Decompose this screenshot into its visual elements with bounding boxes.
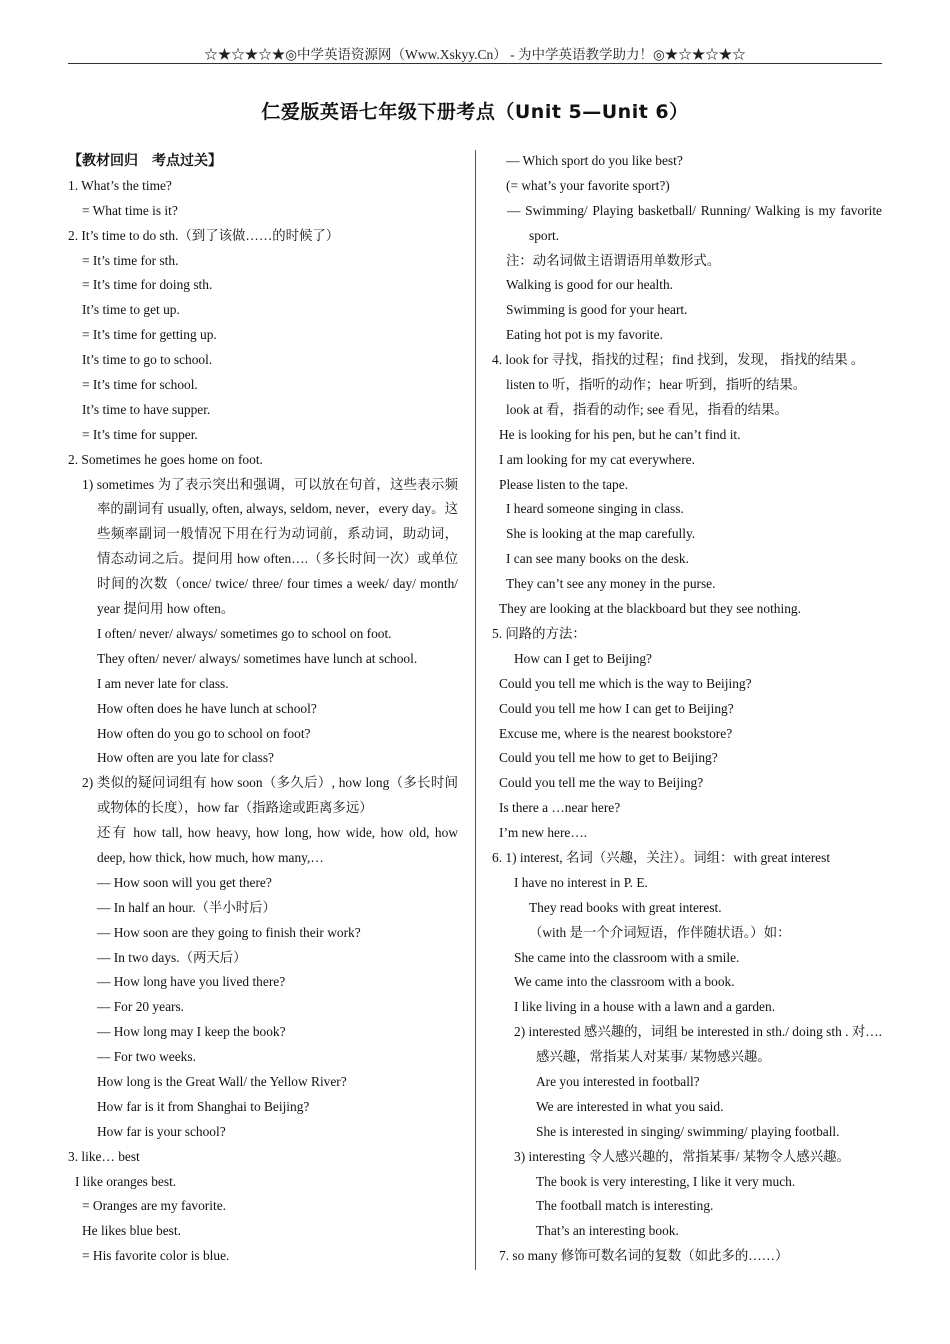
text-line: Are you interested in football? <box>536 1073 700 1089</box>
text-line: = What time is it? <box>82 202 178 218</box>
text-line: How often are you late for class? <box>97 750 274 766</box>
section-heading: 【教材回归 考点过关】 <box>68 153 222 169</box>
text-line: I often/ never/ always/ sometimes go to school on foot. <box>97 625 392 641</box>
text-line: = It’s time for school. <box>82 377 198 393</box>
text-line: = It’s time for getting up. <box>82 327 217 343</box>
text-line: I like oranges best. <box>75 1173 177 1189</box>
text-line: 5. 问路的方法： <box>492 625 586 641</box>
text-line: They can’t see any money in the purse. <box>506 576 716 592</box>
text-line: = It’s time for sth. <box>82 252 179 268</box>
text-line: look at 看，指看的动作; see 看见，指看的结果。 <box>506 401 788 417</box>
text-line: He likes blue best. <box>82 1223 181 1239</box>
right-column <box>492 149 882 1269</box>
document-title: 仁爱版英语七年级下册考点（Unit 5—Unit 6） <box>261 101 689 123</box>
text-line: 3) interesting 令人感兴趣的，常指某事/ 某物令人感兴趣。 <box>514 1148 850 1164</box>
text-line: 2) interested 感兴趣的，词组 be interested in sth./ doing sth . 对…. 感兴趣，常指某人对某事/ 某物感兴趣。 <box>514 1024 882 1065</box>
text-line: How often does he have lunch at school? <box>97 700 317 716</box>
column-divider <box>475 150 476 1270</box>
text-line: She is looking at the map carefully. <box>506 526 696 542</box>
text-line: — Which sport do you like best? <box>506 153 683 168</box>
text-line: How far is your school? <box>97 1123 226 1139</box>
text-line: I am looking for my cat everywhere. <box>499 451 695 467</box>
text-line: — How long have you lived there? <box>97 974 286 990</box>
text-line: He is looking for his pen, but he can’t find it. <box>499 426 741 442</box>
text-line: = It’s time for supper. <box>82 426 198 442</box>
text-line: We are interested in what you said. <box>536 1098 724 1114</box>
text-line: Could you tell me which is the way to Beijing? <box>499 675 752 691</box>
text-line: How can I get to Beijing? <box>514 650 652 666</box>
text-line: 3. like… best <box>68 1148 140 1164</box>
left-column <box>68 149 458 1269</box>
text-line: — How soon will you get there? <box>97 874 272 890</box>
text-line: How often do you go to school on foot? <box>97 725 311 741</box>
text-line: — In half an hour.（半小时后） <box>97 899 276 915</box>
text-line: They read books with great interest. <box>529 899 722 915</box>
text-line: — In two days.（两天后） <box>97 949 247 965</box>
text-line: I heard someone singing in class. <box>506 501 684 517</box>
text-line: I like living in a house with a lawn and a garden. <box>514 999 776 1015</box>
text-line: Could you tell me how to get to Beijing? <box>499 750 718 766</box>
text-line: 7. so many 修饰可数名词的复数（如此多的……） <box>499 1248 789 1264</box>
text-line: 2. Sometimes he goes home on foot. <box>68 451 263 467</box>
text-line: — For two weeks. <box>97 1049 196 1065</box>
text-line: It’s time to go to school. <box>82 352 213 368</box>
text-line: That’s an interesting book. <box>536 1223 679 1239</box>
text-line: 4. look for 寻找，指找的过程；find 找到，发现， 指找的结果 。 <box>492 352 865 368</box>
text-line: = Oranges are my favorite. <box>82 1198 227 1214</box>
header-divider <box>68 63 882 64</box>
text-line: How long is the Great Wall/ the Yellow River? <box>97 1074 347 1090</box>
text-line: We came into the classroom with a book. <box>514 974 735 990</box>
text-line: Please listen to the tape. <box>499 476 629 492</box>
text-line: 6. 1) interest, 名词（兴趣，关注）。词组：with great interest <box>492 849 831 865</box>
text-line: I’m new here…. <box>499 825 588 841</box>
text-line: listen to 听，指听的动作；hear 听到，指听的结果。 <box>506 377 807 393</box>
text-line: Walking is good for our health. <box>506 277 674 293</box>
text-line: Could you tell me the way to Beijing? <box>499 775 704 791</box>
text-line: I can see many books on the desk. <box>506 551 689 567</box>
text-line: 2. It’s time to do sth.（到了该做……的时候了） <box>68 227 340 243</box>
text-line: Excuse me, where is the nearest bookstore? <box>499 725 733 741</box>
text-line: Is there a …near here? <box>499 800 621 816</box>
text-line: How far is it from Shanghai to Beijing? <box>97 1098 310 1114</box>
text-line: Could you tell me how I can get to Beijing? <box>499 700 734 716</box>
text-line: It’s time to get up. <box>82 302 180 318</box>
text-line: — Swimming/ Playing basketball/ Running/ Walking is my favorite sport. <box>507 202 882 243</box>
text-line: Eating hot pot is my favorite. <box>506 327 663 343</box>
text-line: She came into the classroom with a smile. <box>514 949 740 965</box>
text-line: — For 20 years. <box>97 999 185 1015</box>
text-line: 注：动名词做主语谓语用单数形式。 <box>506 252 721 268</box>
text-line: They often/ never/ always/ sometimes have lunch at school. <box>97 650 418 666</box>
text-line: — How soon are they going to finish their work? <box>97 924 361 940</box>
text-line: They are looking at the blackboard but they see nothing. <box>499 601 801 617</box>
text-line: = His favorite color is blue. <box>82 1248 230 1264</box>
text-line: = It’s time for doing sth. <box>82 277 213 293</box>
text-line: I am never late for class. <box>97 675 229 691</box>
text-line: — How long may I keep the book? <box>97 1024 286 1040</box>
text-line: Swimming is good for your heart. <box>506 302 688 318</box>
text-line: （with 是一个介词短语，作伴随状语。）如： <box>529 924 791 940</box>
text-line: 还有 how tall, how heavy, how long, how wide, how old, how deep, how thick, how much, how many,… <box>97 825 458 866</box>
text-line: 1) sometimes 为了表示突出和强调，可以放在句首，这些表示频率的副词有 usually, often, always, seldom, never，every day。这些频率副词一般情况下用在行为动词前，系动词，助动词，情态动词之后。提问用 how often….（多长时间一次）或单位时间的次数（once/ twice/ three/ four times a week/ day/ month/ year 提问用 how often。 <box>82 476 458 617</box>
text-line: The football match is interesting. <box>536 1198 714 1214</box>
text-line: 1. What’s the time? <box>68 177 172 193</box>
text-line: She is interested in singing/ swimming/ playing football. <box>536 1123 840 1139</box>
text-line: 2) 类似的疑问词组有 how soon（多久后）, how long（多长时间或物体的长度），how far（指路途或距离多远） <box>82 775 458 816</box>
page-header-banner: ☆★☆★☆★◎中学英语资源网（Www.Xskyy.Cn） - 为中学英语教学助力！◎★☆★☆★☆ <box>204 47 746 62</box>
text-line: (= what’s your favorite sport?) <box>506 177 670 193</box>
text-line: I have no interest in P. E. <box>514 874 648 890</box>
text-line: It’s time to have supper. <box>82 401 211 417</box>
text-line: The book is very interesting, I like it very much. <box>536 1173 796 1189</box>
